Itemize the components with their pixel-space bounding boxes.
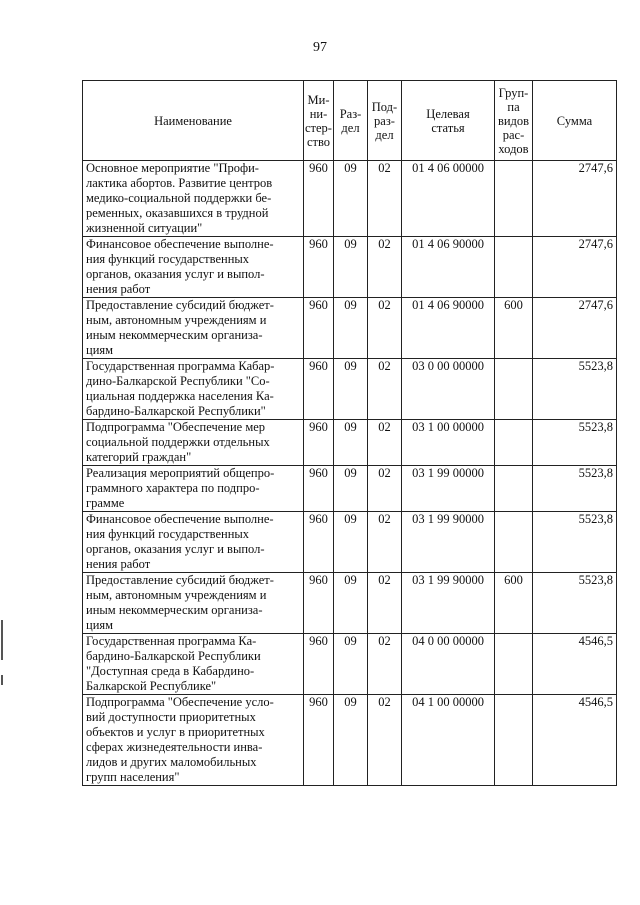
cell-expense-group [495,359,533,420]
cell-sum: 2747,6 [533,237,617,298]
cell-expense-group [495,466,533,512]
cell-ministry: 960 [304,695,334,786]
cell-expense-group: 600 [495,573,533,634]
table-row [83,237,617,298]
cell-expense-group [495,634,533,695]
cell-subsection: 02 [368,420,402,466]
cell-ministry: 960 [304,634,334,695]
cell-ministry: 960 [304,161,334,237]
cell-expense-group [495,237,533,298]
cell-expense-group [495,695,533,786]
binder-mark [1,675,3,685]
cell-subsection: 02 [368,161,402,237]
cell-section: 09 [334,573,368,634]
table-row [83,420,617,466]
cell-subsection: 02 [368,634,402,695]
cell-ministry: 960 [304,237,334,298]
header-name: Наименование [83,81,304,161]
cell-name: Подпрограмма "Обеспечение усло- вий доступности приоритетных объектов и услуг в приоритетных сферах жизнедеятельности инва- лидов и других маломобильных групп населения" [83,695,304,786]
table-header-row [83,81,617,161]
table-row [83,359,617,420]
cell-name: Предоставление субсидий бюджет- ным, автономным учреждениям и иным некоммерческим организа- циям [83,573,304,634]
table-row [83,298,617,359]
table-row [83,695,617,786]
cell-ministry: 960 [304,466,334,512]
cell-subsection: 02 [368,573,402,634]
header-sum: Сумма [533,81,617,161]
budget-table [82,80,617,786]
cell-subsection: 02 [368,237,402,298]
cell-target: 03 1 99 00000 [402,466,495,512]
cell-section: 09 [334,161,368,237]
cell-expense-group: 600 [495,298,533,359]
cell-expense-group [495,420,533,466]
cell-sum: 2747,6 [533,298,617,359]
cell-ministry: 960 [304,359,334,420]
cell-section: 09 [334,237,368,298]
cell-ministry: 960 [304,512,334,573]
cell-section: 09 [334,420,368,466]
binder-mark [1,620,3,660]
table-row [83,466,617,512]
cell-subsection: 02 [368,466,402,512]
cell-ministry: 960 [304,573,334,634]
cell-section: 09 [334,695,368,786]
table-row [83,161,617,237]
cell-name: Предоставление субсидий бюджет- ным, автономным учреждениям и иным некоммерческим организа- циям [83,298,304,359]
cell-target: 03 1 00 00000 [402,420,495,466]
page-number: 97 [313,40,327,55]
cell-sum: 4546,5 [533,695,617,786]
cell-target: 01 4 06 00000 [402,161,495,237]
cell-sum: 5523,8 [533,466,617,512]
header-target: Целевая статья [402,81,495,161]
cell-target: 04 0 00 00000 [402,634,495,695]
header-expense-group: Груп- па видов рас- ходов [495,81,533,161]
cell-ministry: 960 [304,298,334,359]
cell-name: Реализация мероприятий общепро- граммного характера по подпро- грамме [83,466,304,512]
cell-sum: 5523,8 [533,359,617,420]
cell-subsection: 02 [368,695,402,786]
header-section: Раз- дел [334,81,368,161]
cell-target: 03 1 99 90000 [402,573,495,634]
cell-name: Государственная программа Кабар- дино-Балкарской Республики "Со- циальная поддержка населения Ка- бардино-Балкарской Республики" [83,359,304,420]
table-row [83,512,617,573]
cell-expense-group [495,161,533,237]
header-subsection: Под- раз- дел [368,81,402,161]
cell-name: Финансовое обеспечение выполне- ния функций государственных органов, оказания услуг и выпол- нения работ [83,237,304,298]
cell-section: 09 [334,634,368,695]
cell-name: Основное мероприятие "Профи- лактика абортов. Развитие центров медико-социальной поддержки бе- ременных, оказавшихся в трудной жизненной ситуации" [83,161,304,237]
cell-subsection: 02 [368,298,402,359]
cell-target: 03 0 00 00000 [402,359,495,420]
cell-sum: 5523,8 [533,573,617,634]
cell-target: 01 4 06 90000 [402,298,495,359]
table-row [83,573,617,634]
cell-ministry: 960 [304,420,334,466]
cell-subsection: 02 [368,512,402,573]
cell-target: 01 4 06 90000 [402,237,495,298]
cell-subsection: 02 [368,359,402,420]
cell-name: Финансовое обеспечение выполне- ния функций государственных органов, оказания услуг и выпол- нения работ [83,512,304,573]
cell-sum: 5523,8 [533,420,617,466]
cell-section: 09 [334,359,368,420]
cell-target: 03 1 99 90000 [402,512,495,573]
cell-sum: 2747,6 [533,161,617,237]
cell-expense-group [495,512,533,573]
cell-sum: 5523,8 [533,512,617,573]
cell-section: 09 [334,298,368,359]
cell-section: 09 [334,512,368,573]
cell-section: 09 [334,466,368,512]
table-row [83,634,617,695]
header-ministry: Ми- ни- стер- ство [304,81,334,161]
cell-name: Подпрограмма "Обеспечение мер социальной поддержки отдельных категорий граждан" [83,420,304,466]
cell-target: 04 1 00 00000 [402,695,495,786]
cell-name: Государственная программа Ка- бардино-Балкарской Республики "Доступная среда в Кабардино- Балкарской Республике" [83,634,304,695]
cell-sum: 4546,5 [533,634,617,695]
